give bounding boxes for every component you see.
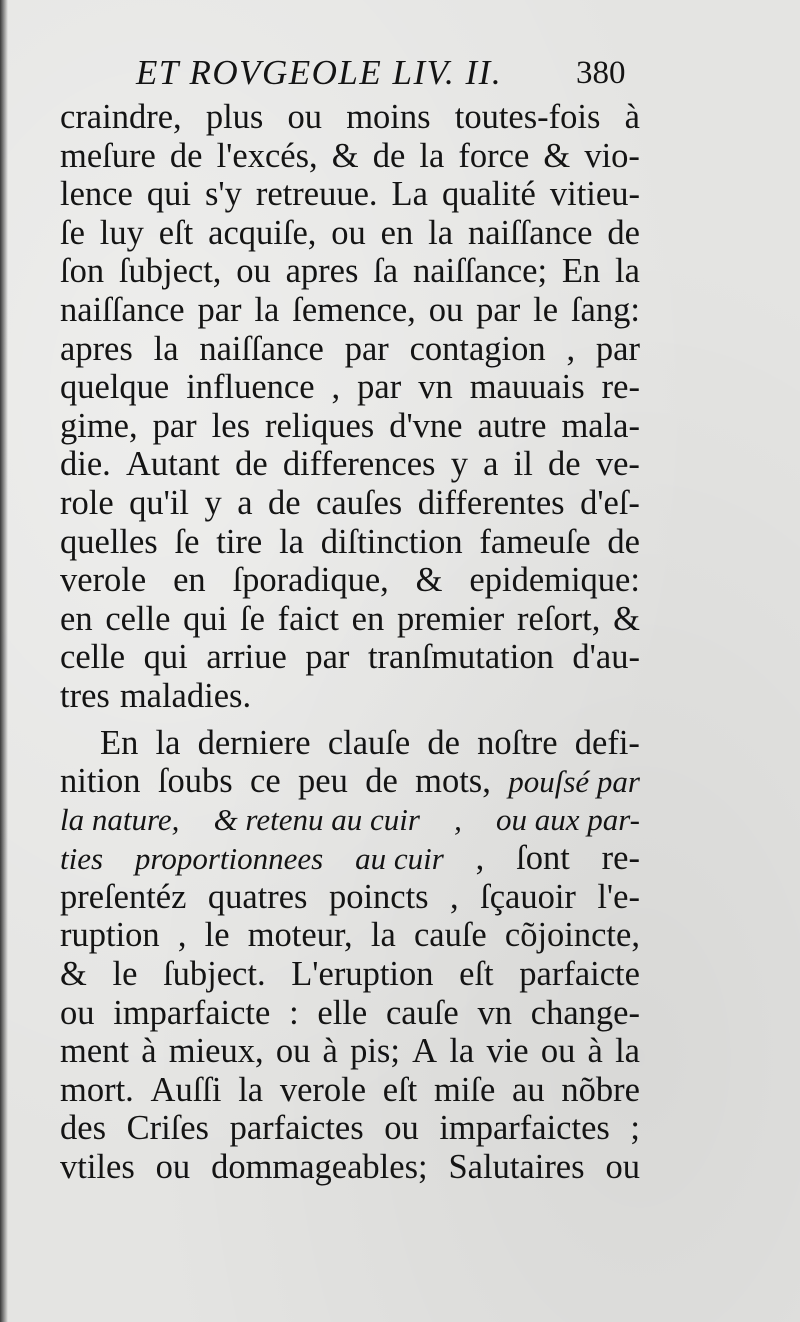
word: la — [428, 213, 454, 252]
word: differences — [282, 445, 436, 484]
word: pouſsé par — [508, 764, 640, 800]
word: il — [513, 445, 533, 484]
word: defi- — [574, 723, 640, 762]
word: celle — [105, 599, 171, 638]
word: , — [331, 368, 341, 407]
word: preſentéz — [60, 877, 187, 916]
word: mots, — [415, 762, 491, 801]
text-line — [60, 368, 640, 407]
word: parfaicte — [519, 955, 640, 994]
word: en — [380, 213, 414, 252]
word: qui — [143, 638, 188, 677]
word: ; — [630, 1109, 640, 1148]
word: ſang: — [570, 290, 640, 329]
word: differentes — [417, 483, 565, 522]
word: L'eruption — [291, 955, 434, 994]
word: vitieu- — [549, 175, 640, 214]
word: de — [548, 445, 581, 484]
text-line — [60, 916, 640, 955]
word: & — [331, 136, 359, 175]
word: verole — [60, 561, 147, 600]
text-line — [60, 1148, 640, 1187]
word: ou — [605, 1148, 640, 1187]
word: quelque — [60, 368, 170, 407]
word: l'excés, — [216, 136, 318, 175]
word: la — [279, 522, 304, 561]
word: cõjoincte, — [504, 916, 640, 955]
word: meſure — [60, 136, 156, 175]
word: d'vne — [389, 406, 463, 445]
word: naiſſance — [467, 213, 593, 252]
word: ſa — [373, 252, 399, 291]
word: à — [624, 98, 640, 136]
word: En — [561, 252, 601, 291]
word: epidemique: — [469, 561, 640, 600]
word: moteur, — [247, 916, 353, 955]
word: en — [60, 599, 93, 638]
word: , — [450, 877, 459, 916]
word: ſporadique, — [232, 561, 389, 600]
word: tres — [60, 676, 110, 715]
word: naiſſance — [60, 290, 185, 329]
word: par — [476, 290, 521, 329]
word: miſe — [433, 1070, 496, 1109]
word: par — [595, 329, 640, 368]
text-line — [60, 214, 640, 253]
word: a — [483, 445, 499, 484]
word: ou — [275, 1032, 311, 1071]
word: ſont — [516, 839, 570, 878]
word: de — [365, 762, 398, 801]
word: ou — [384, 1109, 419, 1148]
word: peu — [298, 762, 348, 801]
word: s'y — [204, 175, 242, 214]
text-line — [60, 724, 640, 763]
word: role — [60, 483, 114, 522]
word: par — [344, 329, 389, 368]
word: ruption — [60, 916, 160, 955]
text-line — [60, 638, 640, 677]
text-line — [60, 955, 640, 994]
word: mort. — [60, 1070, 134, 1109]
word: Salutaires — [448, 1148, 585, 1187]
word: ou — [331, 213, 366, 252]
word: reliques — [265, 406, 375, 445]
word: , — [566, 329, 576, 368]
word: d'eſ- — [580, 483, 640, 522]
word: cauſe — [385, 993, 459, 1032]
word: La — [391, 175, 428, 214]
word: & — [60, 955, 87, 994]
word: eſt — [459, 955, 494, 994]
word: naiſſance — [199, 329, 324, 368]
word: , — [475, 839, 485, 878]
word: qui — [146, 175, 191, 214]
word: faict — [277, 599, 339, 638]
word: re- — [601, 368, 640, 407]
word: apres — [285, 252, 359, 291]
word: ſemence, — [292, 290, 416, 329]
word: ou — [428, 290, 464, 329]
word: ſe — [239, 599, 265, 638]
word: de — [607, 522, 640, 561]
word: qualité — [441, 175, 536, 214]
text-line — [60, 137, 640, 176]
word: lence — [60, 175, 133, 214]
word: mauuais — [469, 368, 585, 407]
word: la — [155, 723, 181, 762]
word: de — [267, 483, 301, 522]
text-line — [60, 762, 640, 801]
word: au cuir — [355, 841, 444, 877]
word: nition — [60, 762, 141, 801]
word: la — [419, 136, 445, 175]
word: Autant — [125, 445, 220, 484]
word: ſubject, — [118, 252, 222, 291]
word: en — [173, 561, 206, 600]
word: celle — [60, 638, 126, 677]
word: les — [211, 406, 250, 445]
word: ſubject. — [163, 955, 266, 994]
word: parfaictes — [229, 1109, 364, 1148]
word: moins — [346, 98, 431, 136]
word: & — [613, 599, 640, 638]
word: l'e- — [597, 877, 640, 916]
word: retreuue. — [255, 175, 378, 214]
word: ou — [287, 98, 323, 136]
text-line — [60, 407, 640, 446]
word: ou — [236, 252, 271, 291]
text-line — [60, 878, 640, 917]
body-text — [60, 98, 640, 1187]
word: ou aux par- — [495, 801, 640, 837]
word: influence — [186, 368, 315, 407]
word: eſt — [158, 213, 194, 252]
word: Auſſi — [150, 1070, 222, 1109]
word: par — [152, 406, 197, 445]
word: de — [169, 136, 203, 175]
word: maladies. — [119, 676, 252, 715]
text-line — [60, 994, 640, 1033]
word: re- — [601, 839, 640, 878]
word: en — [351, 599, 385, 638]
text-line — [60, 1032, 640, 1071]
text-line — [60, 291, 640, 330]
word: acquiſe, — [208, 213, 317, 252]
word: à — [322, 1032, 338, 1071]
paragraph-gap — [60, 716, 640, 724]
word: ment — [60, 1032, 129, 1071]
word: arriue — [206, 638, 287, 677]
word: ou — [60, 993, 95, 1032]
word: & retenu au cuir — [213, 801, 420, 837]
word: de — [607, 213, 640, 252]
text-line — [60, 330, 640, 369]
word: contagion — [409, 329, 546, 368]
word: mala- — [561, 406, 640, 445]
word: eſt — [382, 1070, 418, 1109]
word: toutes-fois — [454, 98, 601, 136]
text-line — [60, 1071, 640, 1110]
word: le — [533, 290, 559, 329]
word: proportionnees — [134, 841, 324, 877]
word: la — [370, 916, 396, 955]
word: fameuſe — [479, 522, 591, 561]
word: & — [543, 136, 571, 175]
word: vio- — [584, 136, 640, 175]
word: ſçauoir — [480, 877, 576, 916]
word: ce — [250, 762, 281, 801]
text-line — [60, 1109, 640, 1148]
word: : — [289, 993, 299, 1032]
word: ou — [540, 1032, 576, 1071]
word: mieux, — [168, 1032, 264, 1071]
word: ou — [155, 1148, 191, 1187]
text-line — [60, 445, 640, 484]
word: autre — [477, 406, 547, 445]
word: pis; — [350, 1032, 400, 1071]
word: à — [587, 1032, 603, 1071]
word: la — [615, 252, 640, 291]
word: ſon — [60, 252, 105, 291]
word: vtiles — [60, 1148, 135, 1187]
text-line — [60, 839, 640, 878]
word: Criſes — [126, 1109, 209, 1148]
word: premier — [396, 599, 505, 638]
word: gime, — [60, 406, 138, 445]
word: A — [412, 1032, 438, 1071]
word: la — [153, 329, 179, 368]
word: qui — [183, 599, 228, 638]
word: luy — [99, 213, 144, 252]
word: ſoubs — [157, 762, 233, 801]
word: de — [427, 723, 460, 762]
word: la — [238, 1070, 264, 1109]
word: noſtre — [477, 723, 558, 762]
word: poincts — [328, 877, 429, 916]
page-number: 380 — [576, 55, 626, 91]
word: par — [357, 368, 402, 407]
word: vie — [486, 1032, 529, 1071]
word: apres — [60, 329, 133, 368]
text-line — [60, 677, 640, 716]
running-title: ET ROVGEOLE LIV. II. — [136, 53, 503, 92]
word: ſe — [60, 213, 85, 252]
word: a — [237, 483, 253, 522]
text-line — [60, 98, 640, 137]
word: dommageables; — [211, 1148, 428, 1187]
word: au — [512, 1070, 545, 1109]
word: naiſſance; — [412, 252, 548, 291]
text-line — [60, 523, 640, 562]
word: y — [204, 483, 222, 522]
word: tire — [216, 522, 263, 561]
binding-edge — [0, 0, 8, 1322]
word: plus — [205, 98, 264, 136]
text-line — [60, 252, 640, 291]
word: ſe — [174, 522, 200, 561]
word: reſort, — [516, 599, 601, 638]
text-line — [60, 484, 640, 523]
word: force — [458, 136, 530, 175]
word: verole — [279, 1070, 367, 1109]
word: le — [204, 916, 230, 955]
word: vn — [418, 368, 453, 407]
word: vn — [477, 993, 512, 1032]
word: des — [60, 1109, 106, 1148]
word: imparfaicte — [113, 993, 271, 1032]
word: de — [235, 445, 268, 484]
word: die. — [60, 445, 111, 484]
word: craindre, — [60, 98, 182, 136]
word: qu'il — [129, 483, 189, 522]
word: le — [112, 955, 138, 994]
word: , — [177, 916, 187, 955]
word: quatres — [207, 877, 308, 916]
text-line — [60, 600, 640, 639]
word: clauſe — [327, 723, 411, 762]
word: ties — [60, 841, 104, 877]
text-line — [60, 561, 640, 600]
word: de — [372, 136, 406, 175]
word: ve- — [595, 445, 640, 484]
word: par — [197, 290, 242, 329]
word: quelles — [60, 522, 158, 561]
word: cauſe — [413, 916, 487, 955]
word: y — [450, 445, 468, 484]
word: à — [141, 1032, 157, 1071]
word: la — [254, 290, 280, 329]
word: diſtinction — [320, 522, 463, 561]
word: , — [454, 801, 462, 837]
word: change- — [530, 993, 640, 1032]
word: la nature, — [60, 801, 180, 837]
word: la — [615, 1032, 640, 1071]
text-line — [60, 175, 640, 214]
word: En — [100, 723, 139, 762]
word: imparfaictes — [439, 1109, 610, 1148]
word: derniere — [197, 723, 311, 762]
word: elle — [317, 993, 368, 1032]
text-line — [60, 801, 640, 840]
word: la — [449, 1032, 475, 1071]
word: nõbre — [561, 1070, 640, 1109]
word: par — [305, 638, 350, 677]
word: & — [415, 561, 443, 600]
word: tranſmutation — [367, 638, 554, 677]
word: cauſes — [316, 483, 403, 522]
word: d'au- — [572, 638, 640, 677]
